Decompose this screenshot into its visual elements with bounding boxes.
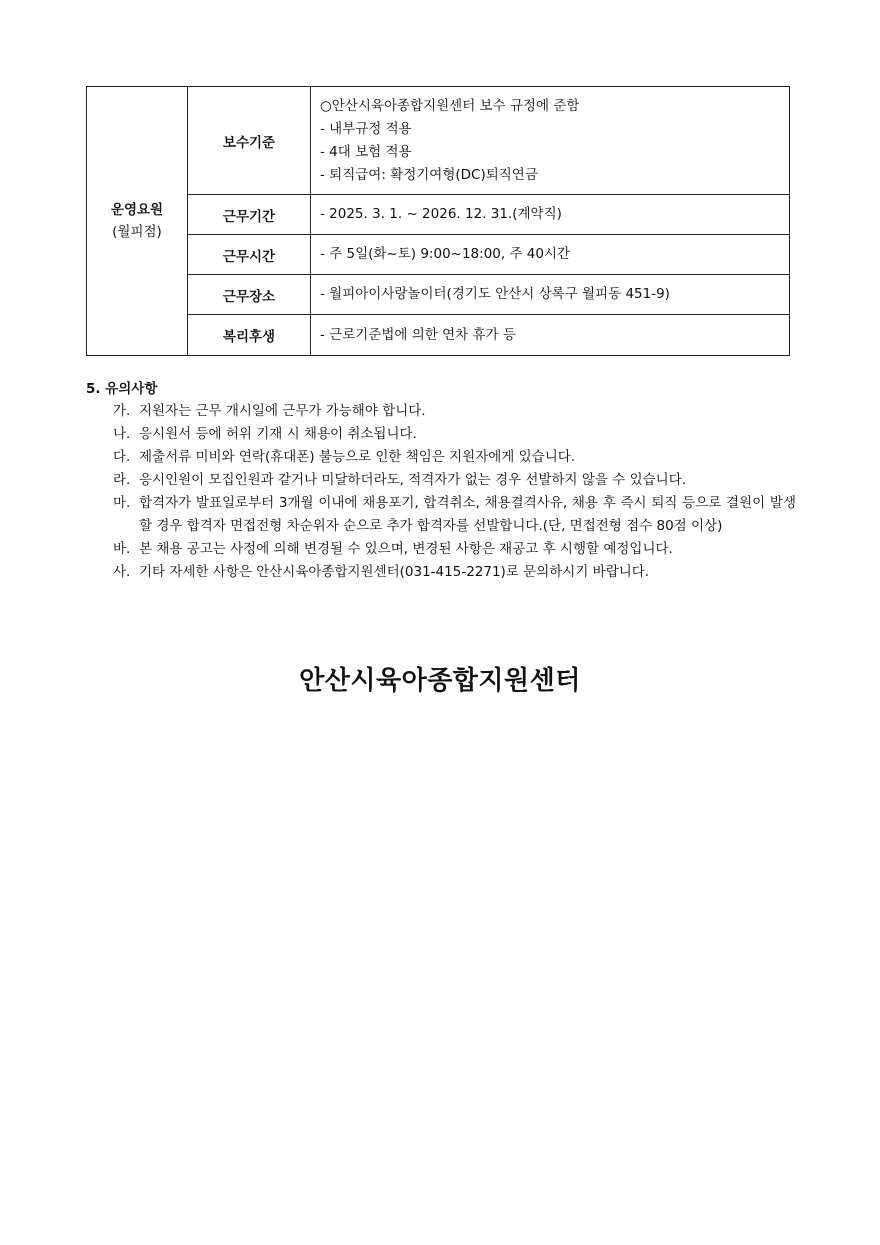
row-label-welfare: 복리후생 xyxy=(188,315,311,356)
list-item-text: 합격자가 발표일로부터 3개월 이내에 채용포기, 합격취소, 채용결격사유, 채용 후 즉시 퇴직 등으로 결원이 발생할 경우 합격자 면접전형 차순위자 순으로 추가 합격자를 선발합니다.(단, 면접전형 점수 80점 이상) xyxy=(139,495,796,534)
table-row-period xyxy=(87,195,790,235)
list-item xyxy=(113,400,796,423)
group-label: 운영요원 xyxy=(110,202,164,218)
list-item xyxy=(113,446,796,469)
list-item xyxy=(113,423,796,446)
table-row-welfare xyxy=(87,315,790,356)
list-item-text: 응시인원이 모집인원과 같거나 미달하더라도, 적격자가 없는 경우 선발하지 않을 수 있습니다. xyxy=(139,472,687,488)
list-item xyxy=(113,538,796,561)
row-label-salary: 보수기준 xyxy=(188,87,311,195)
list-item xyxy=(113,561,796,584)
salary-line: - 4대 보험 적용 xyxy=(320,143,412,160)
row-label-location: 근무장소 xyxy=(188,275,311,315)
list-item-marker: 다. xyxy=(113,449,131,465)
location-line: - 월피아이사랑놀이터(경기도 안산시 상록구 월피동 451-9) xyxy=(320,286,670,302)
list-item-marker: 가. xyxy=(113,403,131,419)
employment-conditions-table xyxy=(86,86,790,356)
row-value-welfare xyxy=(311,315,790,356)
row-label-hours: 근무시간 xyxy=(188,235,311,275)
list-item-text: 본 채용 공고는 사정에 의해 변경될 수 있으며, 변경된 사항은 재공고 후 시행할 예정입니다. xyxy=(139,541,673,557)
row-value-location xyxy=(311,275,790,315)
salary-line: - 내부규정 적용 xyxy=(320,120,412,137)
salary-line: ○안산시육아종합지원센터 보수 규정에 준함 xyxy=(320,97,580,114)
list-item-marker: 바. xyxy=(113,541,131,557)
table-row-hours xyxy=(87,235,790,275)
period-line: - 2025. 3. 1. ~ 2026. 12. 31.(계약직) xyxy=(320,206,562,222)
list-item xyxy=(113,492,796,538)
section-title: 5. 유의사항 xyxy=(86,381,158,397)
hours-line: - 주 5일(화~토) 9:00~18:00, 주 40시간 xyxy=(320,246,571,262)
list-item-marker: 라. xyxy=(113,472,131,488)
notes-section xyxy=(86,378,796,584)
table-row-location xyxy=(87,275,790,315)
row-value-salary xyxy=(311,87,790,195)
group-sublabel: (월피점) xyxy=(112,224,162,240)
list-item-text: 지원자는 근무 개시일에 근무가 가능해야 합니다. xyxy=(139,403,426,419)
organization-title: 안산시육아종합지원센터 xyxy=(299,666,581,696)
list-item-marker: 마. xyxy=(113,495,131,511)
row-value-period xyxy=(311,195,790,235)
table-row-salary xyxy=(87,87,790,195)
row-label-period: 근무기간 xyxy=(188,195,311,235)
row-value-hours xyxy=(311,235,790,275)
notes-list xyxy=(86,400,796,584)
list-item xyxy=(113,469,796,492)
list-item-text: 응시원서 등에 허위 기재 시 채용이 취소됩니다. xyxy=(139,426,417,442)
list-item-text: 기타 자세한 사항은 안산시육아종합지원센터(031-415-2271)로 문의하시기 바랍니다. xyxy=(139,564,650,580)
list-item-marker: 사. xyxy=(113,564,131,580)
welfare-line: - 근로기준법에 의한 연차 휴가 등 xyxy=(320,326,516,343)
list-item-text: 제출서류 미비와 연락(휴대폰) 불능으로 인한 책임은 지원자에게 있습니다. xyxy=(139,449,576,465)
salary-line: - 퇴직급여: 확정기여형(DC)퇴직연금 xyxy=(320,166,538,183)
group-label-cell xyxy=(87,87,188,356)
list-item-marker: 나. xyxy=(113,426,131,442)
